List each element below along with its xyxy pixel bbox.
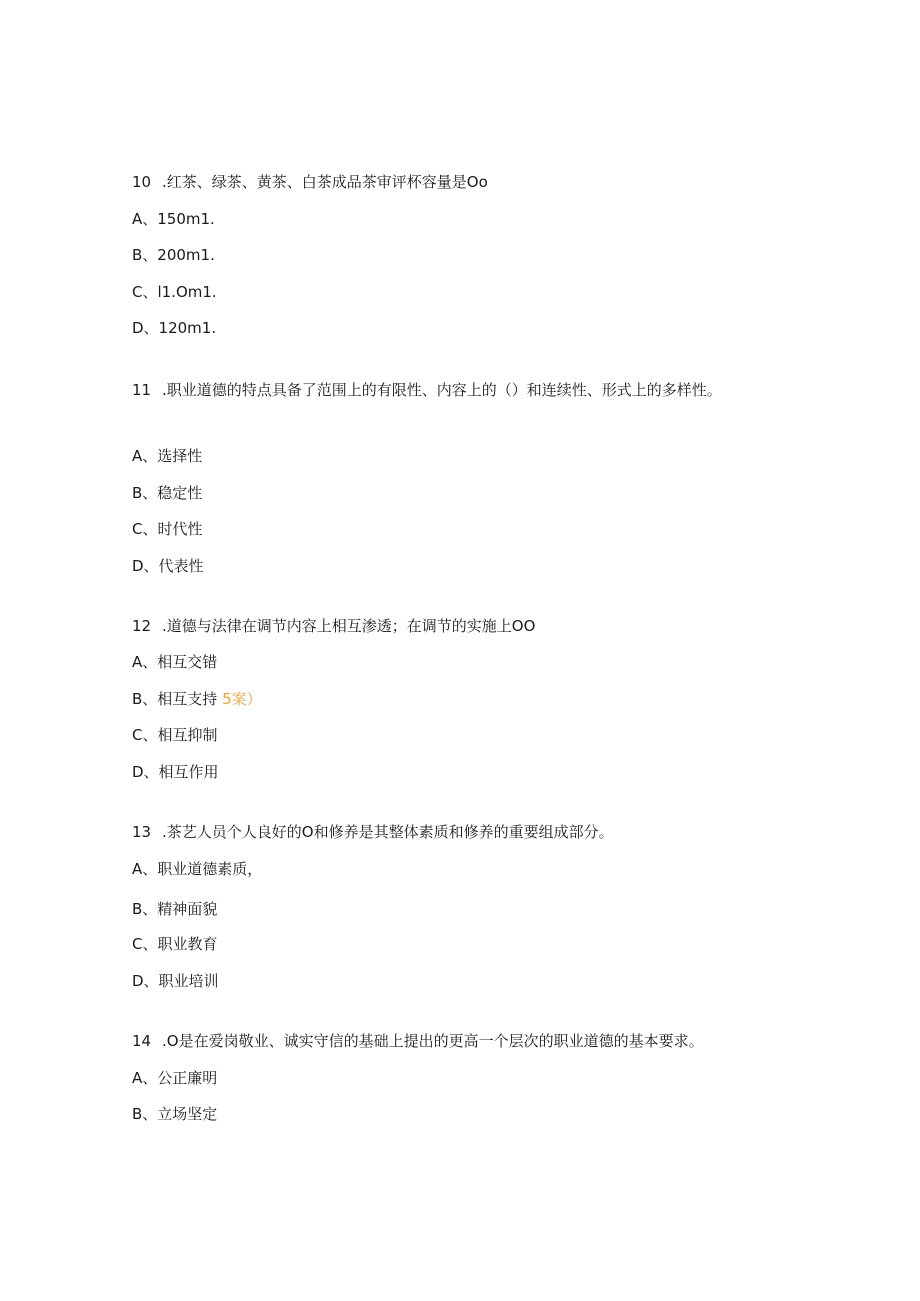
option-b: B、立场坚定 (132, 1105, 218, 1123)
option-c: C、相互抑制 (132, 726, 218, 744)
option-b: B、200m1. (132, 246, 215, 264)
question-text: .红茶、绿茶、黄茶、白茶成品茶审评杯容量是Oo (162, 173, 488, 191)
question-12-stem (132, 616, 535, 636)
option-a: A、相互交错 (132, 653, 218, 671)
question-10-stem (132, 172, 488, 192)
option-c: C、时代性 (132, 520, 203, 538)
question-11-stem (132, 374, 772, 406)
option-b-row (132, 689, 262, 709)
option-d: D、相互作用 (132, 763, 219, 781)
option-a: A、公正廉明 (132, 1069, 218, 1087)
answer-note: 5案） (222, 690, 262, 708)
question-number: 10 (132, 173, 152, 191)
question-text: .职业道德的特点具备了范围上的有限性、内容上的（）和连续性、形式上的多样性。 (162, 381, 722, 399)
question-13-stem (132, 822, 614, 842)
option-a: A、职业道德素质， (132, 860, 263, 878)
question-number: 14 (132, 1032, 152, 1050)
question-text: .茶艺人员个人良好的O和修养是其整体素质和修养的重要组成部分。 (162, 823, 614, 841)
question-number: 13 (132, 823, 152, 841)
question-text: .O是在爱岗敬业、诚实守信的基础上提出的更高一个层次的职业道德的基本要求。 (162, 1032, 704, 1050)
question-text: .道德与法律在调节内容上相互渗透；在调节的实施上OO (162, 617, 536, 635)
question-14-stem (132, 1031, 704, 1051)
option-c: C、职业教育 (132, 935, 218, 953)
option-a: A、选择性 (132, 447, 203, 465)
question-number: 11 (132, 381, 152, 399)
option-d: D、120m1. (132, 319, 217, 337)
option-d: D、职业培训 (132, 972, 219, 990)
option-b: B、稳定性 (132, 484, 203, 502)
question-number: 12 (132, 617, 152, 635)
option-d: D、代表性 (132, 557, 204, 575)
option-b: B、精神面貌 (132, 900, 218, 918)
option-b: B、相互支持 (132, 690, 218, 708)
option-a: A、150m1. (132, 210, 215, 228)
option-c: C、l1.Om1. (132, 283, 217, 301)
